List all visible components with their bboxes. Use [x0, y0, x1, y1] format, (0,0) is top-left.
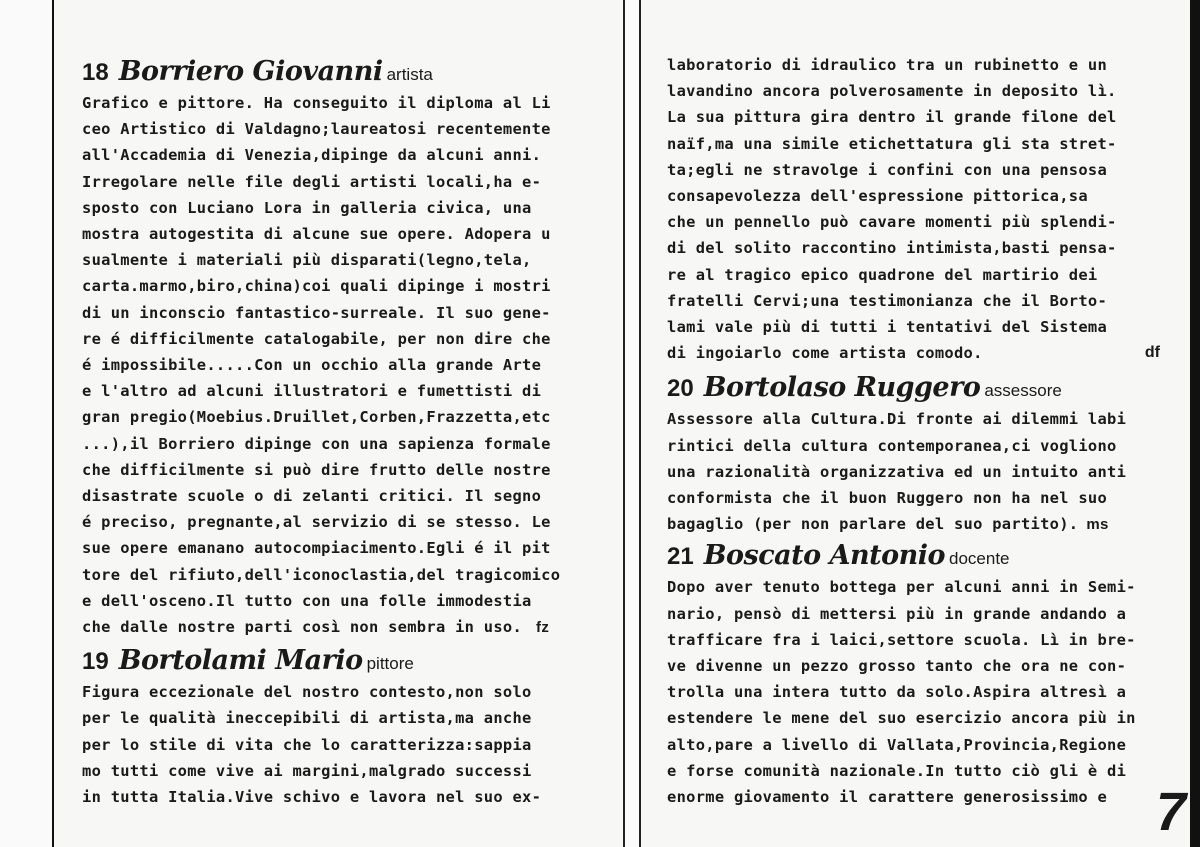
- text-line: nario, pensò di mettersi più in grande andando a: [667, 604, 1127, 623]
- entry-role: docente: [949, 549, 1010, 569]
- left-page-edge: [0, 0, 54, 847]
- text-line: di del solito raccontino intimista,basti pensa-: [667, 239, 1117, 258]
- text-line: enorme giovamento il carattere generosissimo e: [667, 788, 1108, 807]
- entry-name: Bortolami Mario: [118, 645, 363, 677]
- entry-18-body: [82, 90, 602, 641]
- text-line: che un pennello può cavare momenti più splendi-: [667, 213, 1117, 232]
- entry-20-heading: [667, 372, 1172, 406]
- entry-role: assessore: [984, 381, 1062, 401]
- author-signature: fz: [536, 619, 550, 637]
- text-line: per le qualità ineccepibili di artista,ma anche: [82, 709, 532, 728]
- text-line: e forse comunità nazionale.In tutto ciò gli è di: [667, 761, 1127, 780]
- left-column: [82, 56, 602, 810]
- text-line: per lo stile di vita che lo caratterizza:sappia: [82, 735, 532, 754]
- author-signature: ms: [1086, 516, 1109, 534]
- text-line: é impossibile.....Con un occhio alla grande Arte: [82, 356, 542, 375]
- text-line: e l'altro ad alcuni illustratori e fumettisti di: [82, 382, 542, 401]
- text-line: sue opere emanano autocompiacimento.Egli é il pit: [82, 539, 551, 558]
- text-line: re al tragico epico quadrone del martirio dei: [667, 265, 1098, 284]
- text-line: mostra autogestita di alcune sue opere. Adopera u: [82, 225, 551, 244]
- text-line: trolla una intera tutto da solo.Aspira altresì a: [667, 683, 1127, 702]
- entry-number: 19: [82, 648, 109, 676]
- text-line-last: [667, 511, 1172, 538]
- text-line: consapevolezza dell'espressione pittorica,sa: [667, 187, 1088, 206]
- entry-19-heading: [82, 645, 602, 679]
- text-line: ...),il Borriero dipinge con una sapienza formale: [82, 434, 551, 453]
- entry-role: pittore: [366, 654, 414, 674]
- entry-19-continued: [667, 52, 1172, 366]
- text-line: carta.marmo,biro,china)coi quali dipinge i mostri: [82, 277, 551, 296]
- entry-number: 21: [667, 543, 694, 571]
- entry-role: artista: [386, 65, 433, 84]
- text-line: alto,pare a livello di Vallata,Provincia,Regione: [667, 735, 1127, 754]
- text-line: ta;egli ne stravolge i confini con una pensosa: [667, 160, 1108, 179]
- entry-21-heading: [667, 540, 1172, 574]
- text-line: Grafico e pittore. Ha conseguito il diploma al Li: [82, 94, 551, 112]
- entry-number: 18: [82, 59, 109, 86]
- author-signature: df: [1144, 344, 1160, 361]
- text-line: fratelli Cervi;una testimonianza che il Borto-: [667, 291, 1108, 310]
- text-line: Irregolare nelle file degli artisti locali,ha e-: [82, 172, 542, 191]
- text-line: all'Accademia di Venezia,dipinge da alcuni anni.: [82, 146, 542, 165]
- text-line: é preciso, pregnante,al servizio di se stesso. Le: [82, 513, 551, 532]
- text-line: che difficilmente si può dire frutto delle nostre: [82, 460, 551, 479]
- text-line: laboratorio di idraulico tra un rubinetto e un: [667, 56, 1108, 74]
- text-line: lami vale più di tutti i tentativi del Sistema: [667, 318, 1108, 337]
- text-line: sposto con Luciano Lora in galleria civica, una: [82, 198, 532, 217]
- text-line: ceo Artistico di Valdagno;laureatosi recentemente: [82, 120, 551, 139]
- entry-name: Bortolaso Ruggero: [703, 372, 981, 404]
- text-line: gran pregio(Moebius.Druillet,Corben,Frazzetta,etc: [82, 408, 551, 427]
- text-line: lavandino ancora polverosamente in deposito lì.: [667, 82, 1117, 101]
- page-gutter: [623, 0, 641, 847]
- text-line: La sua pittura gira dentro il grande filone del: [667, 108, 1117, 127]
- text-line: re é difficilmente catalogabile, per non dire che: [82, 329, 551, 348]
- text-line-content: bagaglio (per non parlare del suo partito).: [667, 515, 1079, 534]
- text-line-content: che dalle nostre parti così non sembra in uso.: [82, 618, 523, 637]
- right-page-edge: [1190, 0, 1200, 847]
- text-line: di un inconscio fantastico-surreale. Il suo gene-: [82, 303, 551, 322]
- entry-number: 20: [667, 375, 694, 403]
- text-line: conformista che il buon Ruggero non ha nel suo: [667, 489, 1108, 508]
- entry-18-heading: [82, 56, 602, 90]
- page-number: 7: [1155, 782, 1186, 842]
- text-line: naïf,ma una simile etichettatura gli sta stret-: [667, 134, 1117, 153]
- text-line: Assessore alla Cultura.Di fronte ai dilemmi labi: [667, 410, 1127, 429]
- text-line: sualmente i materiali più disparati(legno,tela,: [82, 251, 532, 270]
- text-line: di ingoiarlo come artista comodo.: [667, 344, 983, 363]
- entry-name: Borriero Giovanni: [118, 56, 383, 87]
- entry-21-body: [667, 574, 1172, 810]
- text-line: rintici della cultura contemporanea,ci vogliono: [667, 436, 1117, 455]
- text-line: in tutta Italia.Vive schivo e lavora nel suo ex-: [82, 788, 542, 807]
- text-line: e dell'osceno.Il tutto con una folle immodestia: [82, 591, 532, 610]
- entry-name: Boscato Antonio: [703, 540, 946, 572]
- entry-19-body: [82, 679, 602, 810]
- text-line: tore del rifiuto,dell'iconoclastia,del tragicomico: [82, 565, 561, 584]
- text-line: Dopo aver tenuto bottega per alcuni anni in Semi-: [667, 578, 1136, 597]
- right-column: [667, 52, 1172, 810]
- entry-20-body: [667, 406, 1172, 538]
- text-line: mo tutti come vive ai margini,malgrado successi: [82, 761, 532, 780]
- text-line: estendere le mene del suo esercizio ancora più in: [667, 709, 1136, 728]
- text-line: disastrate scuole o di zelanti critici. Il segno: [82, 487, 542, 506]
- text-line: ve divenne un pezzo grosso tanto che ora ne con-: [667, 657, 1127, 676]
- text-line: Figura eccezionale del nostro contesto,non solo: [82, 683, 532, 702]
- text-line: una razionalità organizzativa ed un intuito anti: [667, 462, 1127, 481]
- text-line-last: [82, 614, 602, 641]
- text-line: trafficare fra i laici,settore scuola. Lì in bre-: [667, 630, 1136, 649]
